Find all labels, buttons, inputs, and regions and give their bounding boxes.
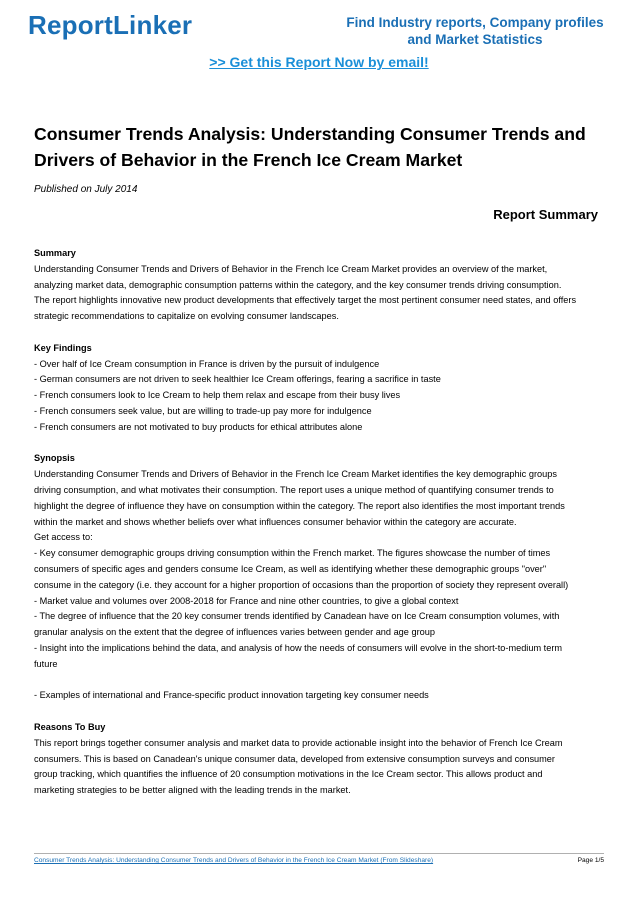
text-line: strategic recommendations to capitalize on evolving consumer landscapes. xyxy=(34,311,339,322)
text-line: granular analysis on the extent that the degree of influences varies between gender and age group xyxy=(34,627,435,638)
report-content xyxy=(34,246,604,815)
reportlinker-logo[interactable]: ReportLinker xyxy=(28,10,193,40)
text-line: - Insight into the implications behind the data, and analysis of how the needs of consumers will evolve in the short-to-medium term xyxy=(34,642,563,653)
tagline-line-1: Find Industry reports, Company profiles xyxy=(346,15,604,30)
text-line: The report highlights innovative new product developments that effectively target the most pertinent consumer need states, and offers xyxy=(34,295,577,306)
reasons-to-buy-section xyxy=(34,720,604,799)
text-line: consumers. This is based on Canadean's unique consumer data, developed from extensive consumption surveys and consumer xyxy=(34,753,555,764)
text-line: - Over half of Ice Cream consumption in France is driven by the pursuit of indulgence xyxy=(34,358,380,369)
synopsis-section xyxy=(34,451,604,704)
text-line: group tracking, which quantifies the influence of 20 consumption motivations in the Ice Cream sector. This allows product and xyxy=(34,769,543,780)
text-line: Understanding Consumer Trends and Drivers of Behavior in the French Ice Cream Market provides an overview of the market, xyxy=(34,263,548,274)
tagline-line-2: and Market Statistics xyxy=(407,32,543,47)
key-findings-section xyxy=(34,341,604,436)
report-title xyxy=(34,121,600,173)
title-line-2: Drivers of Behavior in the French Ice Cream Market xyxy=(34,150,463,170)
text-line: - French consumers are not motivated to buy products for ethical attributes alone xyxy=(34,421,363,432)
text-line: - French consumers seek value, but are willing to trade-up pay more for indulgence xyxy=(34,405,372,416)
section-heading: Reasons To Buy xyxy=(34,721,106,732)
section-body xyxy=(34,467,604,704)
text-line: - French consumers look to Ice Cream to help them relax and escape from their busy lives xyxy=(34,390,401,401)
text-line: consume in the category (i.e. they account for a higher proportion of occasions than the proportion of society they represent overall) xyxy=(34,579,569,590)
report-summary-heading: Report Summary xyxy=(493,207,598,222)
get-report-link[interactable]: >> Get this Report Now by email! xyxy=(209,54,429,70)
text-line: consumers of specific ages and genders consume Ice Cream, as well as identifying whether these demographic groups "over" xyxy=(34,563,547,574)
text-line: This report brings together consumer analysis and market data to provide actionable insight into the behavior of French Ice Cream xyxy=(34,737,563,748)
section-body xyxy=(34,357,604,436)
text-line: analyzing market data, demographic consumption patterns within the category, and the key consumer trends driving consumption. xyxy=(34,279,562,290)
section-heading: Key Findings xyxy=(34,342,92,353)
section-heading: Summary xyxy=(34,248,76,258)
text-line: future xyxy=(34,658,58,669)
text-line: marketing strategies to be better aligned with the leading trends in the market. xyxy=(34,785,351,796)
page-number: Page 1/5 xyxy=(577,857,604,864)
summary-section xyxy=(34,246,604,325)
text-line: within the market and shows whether beliefs over what influences consumer behavior within the category are accurate. xyxy=(34,516,517,527)
footer-divider xyxy=(34,853,604,854)
text-line: driving consumption, and what motivates their consumption. The report uses a unique method of quantifying consumer trends to xyxy=(34,484,554,495)
text-line: - Examples of international and France-specific product innovation targeting key consumer needs xyxy=(34,690,429,701)
section-body xyxy=(34,262,604,325)
section-body xyxy=(34,736,604,799)
text-line: Understanding Consumer Trends and Drivers of Behavior in the French Ice Cream Market identifies the key demographic groups xyxy=(34,469,557,480)
text-line: - Market value and volumes over 2008-2018 for France and nine other countries, to give a global context xyxy=(34,595,459,606)
section-heading: Synopsis xyxy=(34,453,75,464)
title-line-1: Consumer Trends Analysis: Understanding Consumer Trends and xyxy=(34,124,586,144)
text-line: - The degree of influence that the 20 key consumer trends identified by Canadean have on Ice Cream consumption volumes, with xyxy=(34,611,560,622)
text-line: - Key consumer demographic groups driving consumption within the French market. The figures showcase the number of times xyxy=(34,548,551,559)
text-line: - German consumers are not driven to seek healthier Ice Cream offerings, fearing a sacrifice in taste xyxy=(34,374,441,385)
text-line: highlight the degree of influence they have on consumption within the category. The report also identifies the most important trends xyxy=(34,500,565,511)
header-tagline xyxy=(340,14,610,48)
text-line: Get access to: xyxy=(34,532,93,543)
blank-line xyxy=(34,673,604,689)
published-date: Published on July 2014 xyxy=(34,184,138,195)
footer-source-link[interactable]: Consumer Trends Analysis: Understanding Consumer Trends and Drivers of Behavior in the French Ice Cream Market (From Slideshare) xyxy=(34,857,434,864)
